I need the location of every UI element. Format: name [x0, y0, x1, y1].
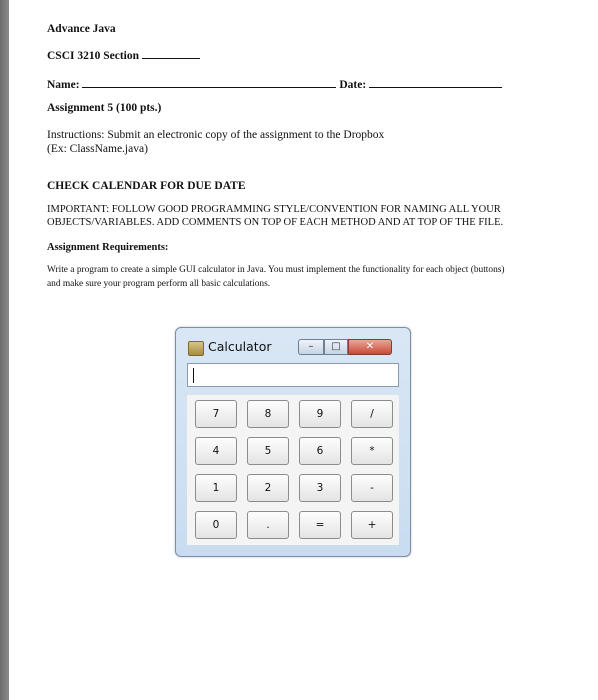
calculator-title: Calculator: [208, 339, 272, 354]
section-line: [47, 49, 200, 62]
key-decimal[interactable]: .: [247, 511, 289, 539]
date-blank: [369, 78, 502, 88]
key-8[interactable]: 8: [247, 400, 289, 428]
section-label: CSCI 3210 Section: [47, 50, 140, 62]
assignment-title: Assignment 5 (100 pts.): [47, 102, 162, 114]
name-blank: [82, 78, 336, 88]
important-line-2: OBJECTS/VARIABLES. ADD COMMENTS ON TOP OF EACH METHOD AND AT TOP OF THE FILE.: [47, 217, 504, 228]
calculator-display-field[interactable]: [187, 363, 399, 387]
due-date-notice: CHECK CALENDAR FOR DUE DATE: [47, 180, 246, 192]
key-7[interactable]: 7: [195, 400, 237, 428]
key-3[interactable]: 3: [299, 474, 341, 502]
key-0[interactable]: 0: [195, 511, 237, 539]
requirements-heading: Assignment Requirements:: [47, 242, 169, 253]
text-caret: [193, 368, 194, 383]
name-label: Name:: [47, 79, 80, 91]
key-divide[interactable]: /: [351, 400, 393, 428]
calculator-titlebar: [176, 328, 410, 362]
calculator-app-icon: [188, 341, 204, 356]
date-label: Date:: [339, 79, 367, 91]
section-blank: [142, 49, 200, 59]
key-multiply[interactable]: *: [351, 437, 393, 465]
key-6[interactable]: 6: [299, 437, 341, 465]
important-line-1: IMPORTANT: FOLLOW GOOD PROGRAMMING STYLE/CONVENTION FOR NAMING ALL YOUR: [47, 204, 501, 215]
key-9[interactable]: 9: [299, 400, 341, 428]
key-5[interactable]: 5: [247, 437, 289, 465]
key-equals[interactable]: =: [299, 511, 341, 539]
calculator-window: [175, 327, 411, 557]
viewer-left-edge: [0, 0, 9, 700]
key-4[interactable]: 4: [195, 437, 237, 465]
course-title: Advance Java: [47, 23, 116, 35]
maximize-icon: □: [331, 341, 341, 352]
close-icon: ✕: [365, 341, 375, 352]
document-page: [9, 0, 598, 700]
maximize-button[interactable]: [324, 339, 348, 355]
key-1[interactable]: 1: [195, 474, 237, 502]
instructions-line-1: Instructions: Submit an electronic copy of the assignment to the Dropbox: [47, 129, 385, 141]
calculator-keypad: [187, 395, 399, 545]
name-date-line: [47, 78, 502, 91]
key-subtract[interactable]: -: [351, 474, 393, 502]
requirements-line-1: Write a program to create a simple GUI calculator in Java. You must implement the functionality for each object (buttons): [47, 265, 505, 275]
requirements-line-2: and make sure your program perform all basic calculations.: [47, 279, 271, 289]
minimize-button[interactable]: [298, 339, 324, 355]
key-2[interactable]: 2: [247, 474, 289, 502]
close-button[interactable]: [348, 339, 392, 355]
instructions-line-2: (Ex: ClassName.java): [47, 143, 148, 155]
minimize-icon: –: [308, 341, 314, 352]
key-add[interactable]: +: [351, 511, 393, 539]
